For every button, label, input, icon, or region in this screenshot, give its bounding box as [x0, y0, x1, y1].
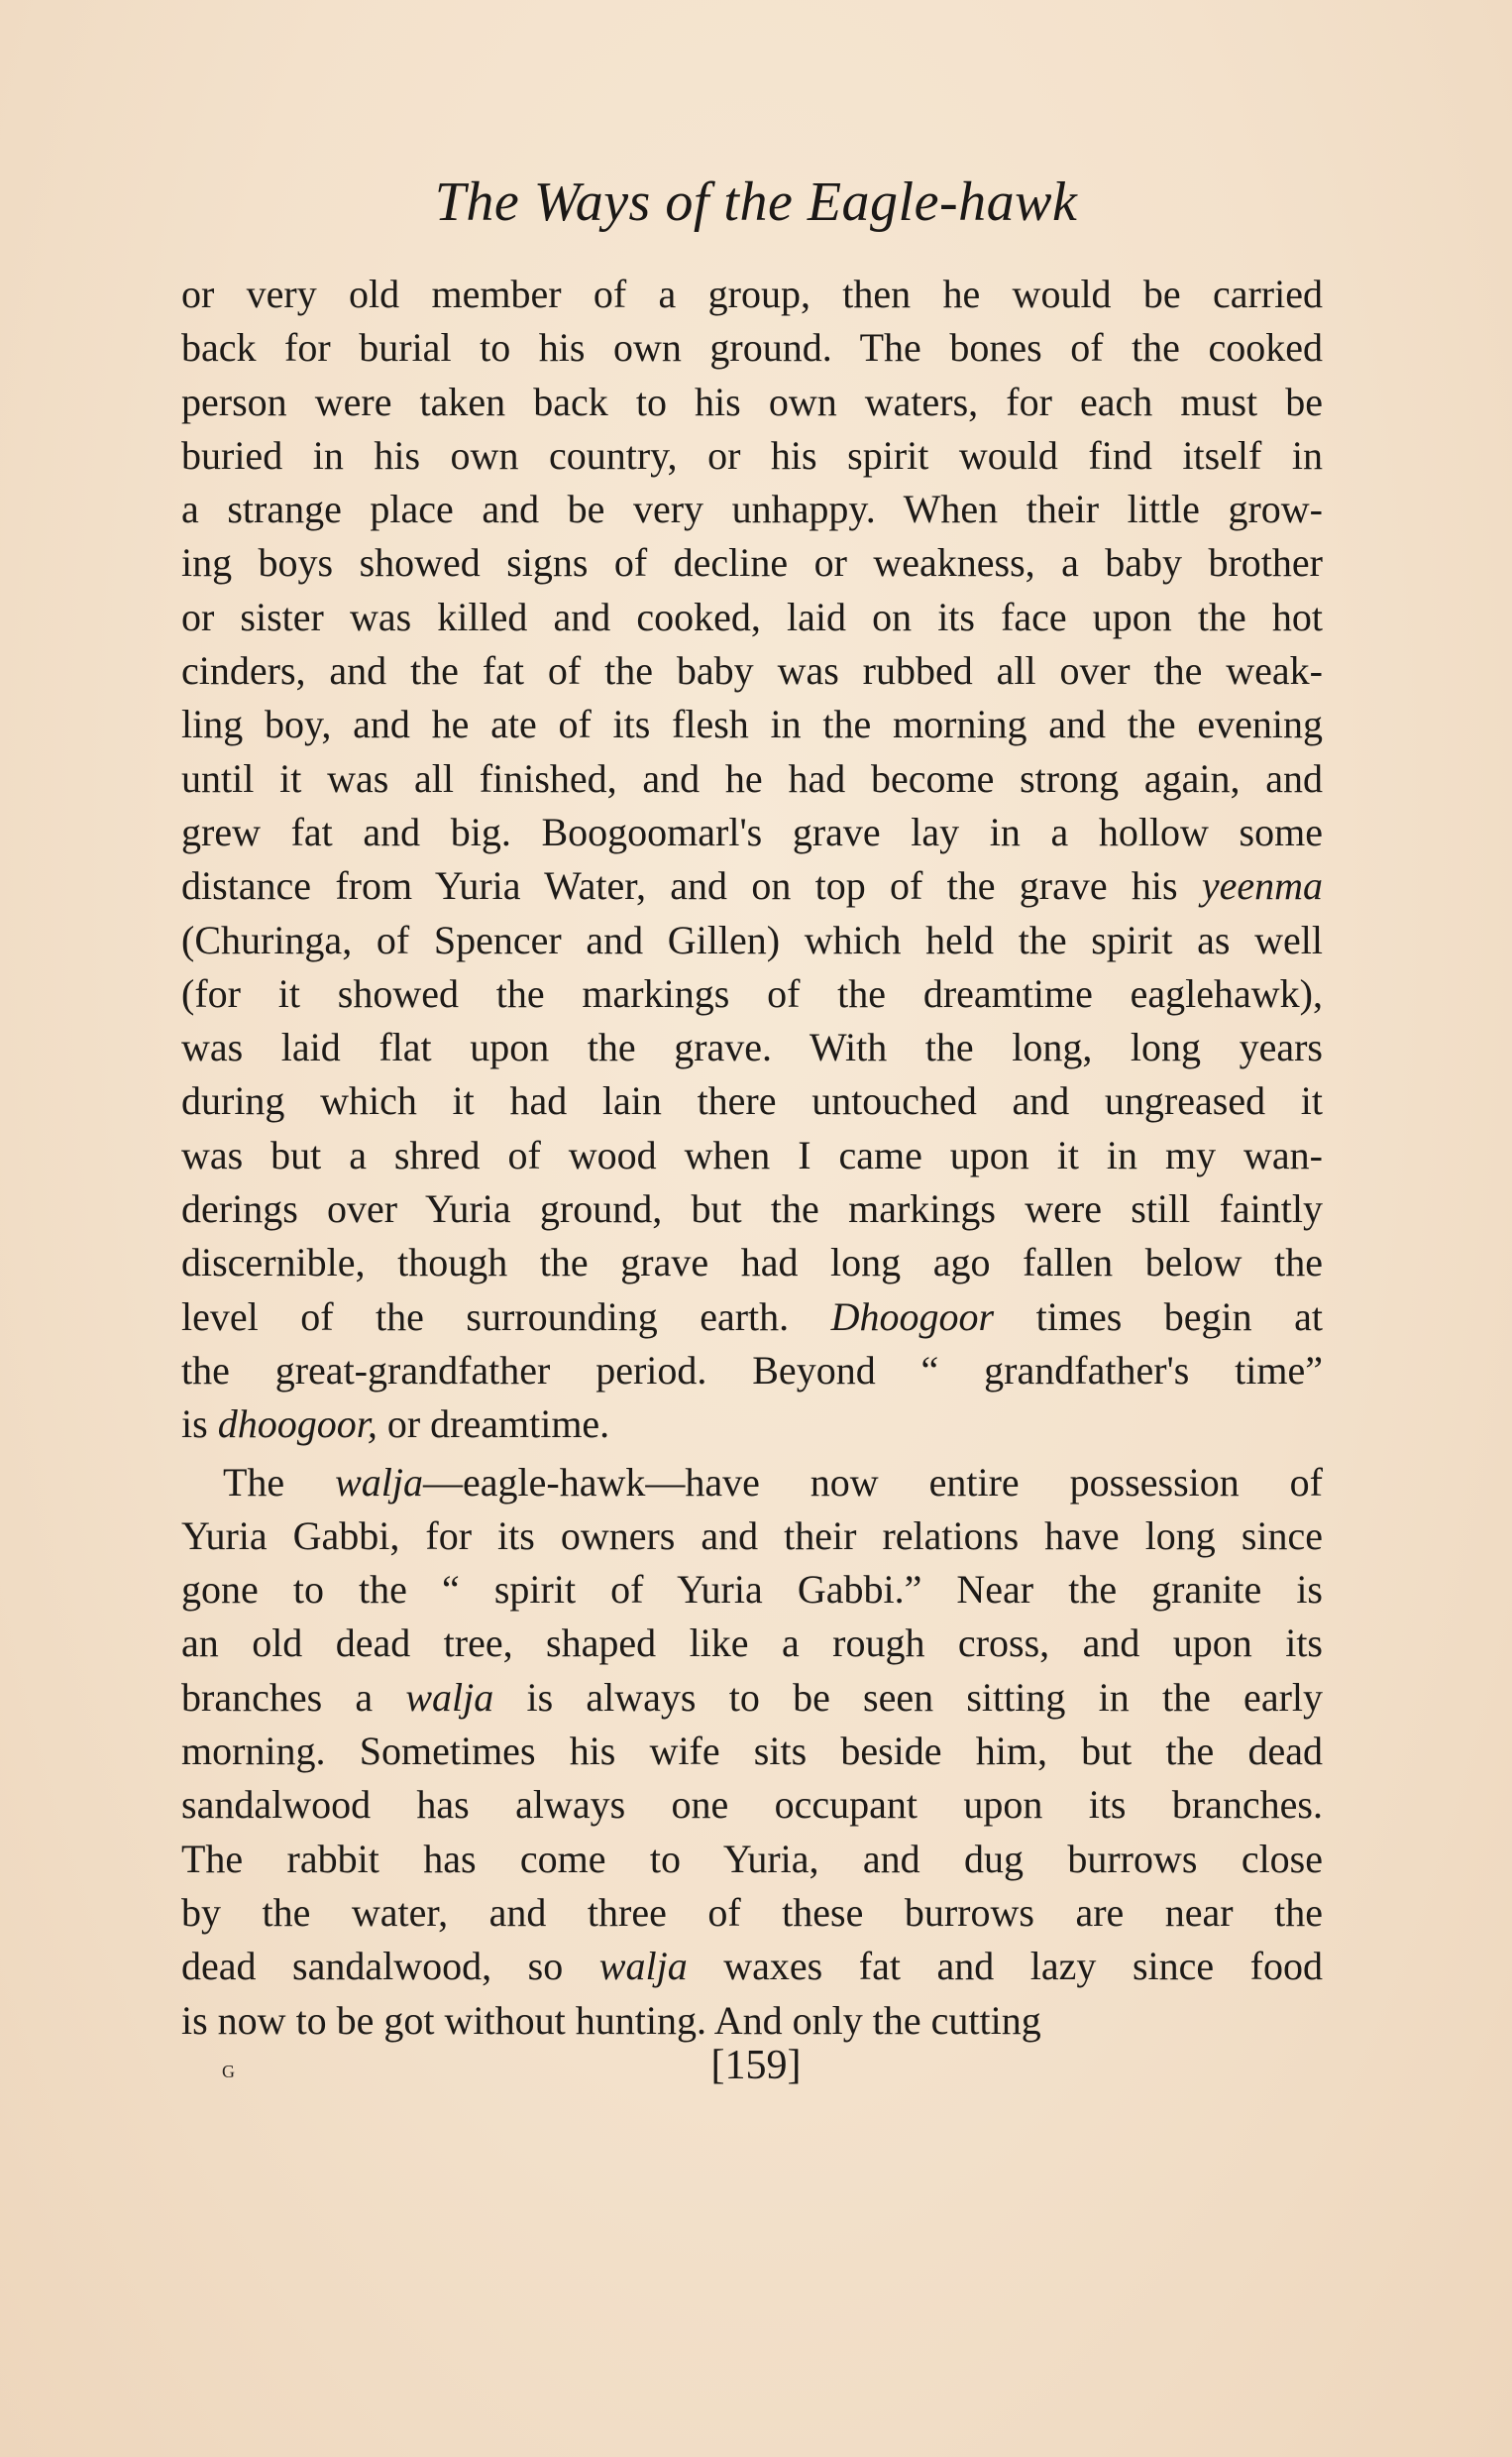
text-line: [181, 268, 1323, 321]
running-head: The Ways of the Eagle-hawk: [434, 171, 1078, 233]
italic-term: walja: [335, 1459, 424, 1505]
text-line: [181, 591, 1323, 644]
line-text: branches a: [181, 1674, 406, 1720]
line-text: or very old member of a group, then he would be carried: [181, 272, 1323, 316]
italic-term: dhoogoor,: [217, 1401, 378, 1447]
line-text: a strange place and be very unhappy. When their little grow-: [181, 487, 1323, 532]
text-line: [181, 1129, 1323, 1182]
line-text: an old dead tree, shaped like a rough cross, and upon its: [181, 1620, 1323, 1666]
text-line: [181, 1833, 1323, 1886]
text-line: [181, 1074, 1323, 1128]
italic-term: Dhoogoor: [830, 1293, 995, 1339]
line-text: or dreamtime.: [377, 1401, 610, 1447]
line-text: ing boys showed signs of decline or weakness, a baby brother: [181, 540, 1323, 586]
text-line: [181, 1778, 1323, 1832]
line-text: is now to be got without hunting. And only the cutting: [181, 1997, 1041, 2043]
text-line: [181, 1940, 1323, 1993]
text-line: [181, 1456, 1323, 1509]
paragraph-2: [181, 1456, 1323, 2048]
text-line: [181, 698, 1323, 751]
line-text: morning. Sometimes his wife sits beside him, but the dead: [181, 1729, 1323, 1774]
page-number: [159]: [710, 2043, 802, 2088]
text-line: [181, 429, 1323, 483]
text-line: [181, 914, 1323, 967]
line-text: person were taken back to his own waters, for each must be: [181, 379, 1323, 424]
paragraph-1: [181, 268, 1323, 1452]
line-text: the great-grandfather period. Beyond “ grandfather's time”: [181, 1347, 1323, 1393]
italic-term: yeenma: [1201, 863, 1323, 909]
line-text: back for burial to his own ground. The bones of the cooked: [181, 325, 1323, 371]
line-text: Yuria Gabbi, for its owners and their relations have long since: [181, 1512, 1323, 1558]
line-text: derings over Yuria ground, but the markings were still faintly: [181, 1186, 1323, 1232]
text-line: [181, 1182, 1323, 1236]
line-text: The rabbit has come to Yuria, and dug burrows close: [181, 1836, 1323, 1881]
text-line: [181, 321, 1323, 375]
text-line: [181, 1671, 1323, 1725]
line-text: discernible, though the grave had long ago fallen below the: [181, 1240, 1323, 1285]
text-line: [181, 1725, 1323, 1778]
text-line: [181, 1290, 1323, 1344]
text-line: [181, 1397, 1323, 1451]
line-text: —eagle-hawk—have now entire possession of: [423, 1459, 1323, 1505]
line-text: times begin at: [994, 1293, 1323, 1339]
italic-term: walja: [598, 1944, 688, 1989]
text-line: [181, 1236, 1323, 1289]
text-line: [181, 1021, 1323, 1074]
text-line: [181, 859, 1323, 913]
italic-term: walja: [405, 1674, 494, 1720]
line-text: buried in his own country, or his spirit would find itself in: [181, 432, 1323, 478]
line-text: until it was all finished, and he had become strong again, and: [181, 755, 1323, 801]
line-text: was but a shred of wood when I came upon it in my wan-: [181, 1132, 1323, 1177]
text-line: [181, 376, 1323, 429]
body-text: [181, 268, 1323, 2048]
text-line: [181, 1994, 1323, 2048]
text-line: [181, 752, 1323, 806]
text-line: [181, 1509, 1323, 1563]
line-text: is: [181, 1401, 218, 1447]
line-text: distance from Yuria Water, and on top of the grave his: [181, 863, 1202, 909]
text-line: [181, 1563, 1323, 1617]
line-text: cinders, and the fat of the baby was rubbed all over the weak-: [181, 648, 1323, 694]
line-text: level of the surrounding earth.: [181, 1293, 831, 1339]
text-line: [181, 1617, 1323, 1670]
text-line: [181, 483, 1323, 536]
line-text: during which it had lain there untouched and ungreased it: [181, 1078, 1323, 1124]
line-text: (for it showed the markings of the dreamtime eaglehawk),: [181, 970, 1323, 1016]
page-footer: [0, 2042, 1512, 2101]
line-text: grew fat and big. Boogoomarl's grave lay in a hollow some: [181, 809, 1323, 854]
signature-mark: G: [222, 2062, 235, 2081]
text-line: [181, 1344, 1323, 1397]
line-text: sandalwood has always one occupant upon its branches.: [181, 1782, 1323, 1828]
text-line: [181, 806, 1323, 859]
text-line: [181, 644, 1323, 698]
line-text: (Churinga, of Spencer and Gillen) which held the spirit as well: [181, 917, 1323, 962]
line-text: gone to the “ spirit of Yuria Gabbi.” Near the granite is: [181, 1567, 1323, 1613]
line-text: is always to be seen sitting in the early: [493, 1674, 1324, 1720]
text-line: [181, 967, 1323, 1021]
line-text: or sister was killed and cooked, laid on its face upon the hot: [181, 594, 1323, 639]
line-text: by the water, and three of these burrows are near the: [181, 1889, 1323, 1935]
line-text: dead sandalwood, so: [181, 1944, 599, 1989]
line-text: The: [223, 1459, 336, 1505]
line-text: ling boy, and he ate of its flesh in the morning and the evening: [181, 702, 1323, 747]
line-text: was laid flat upon the grave. With the long, long years: [181, 1025, 1323, 1070]
text-line: [181, 1886, 1323, 1940]
text-line: [181, 536, 1323, 590]
line-text: waxes fat and lazy since food: [687, 1944, 1324, 1989]
